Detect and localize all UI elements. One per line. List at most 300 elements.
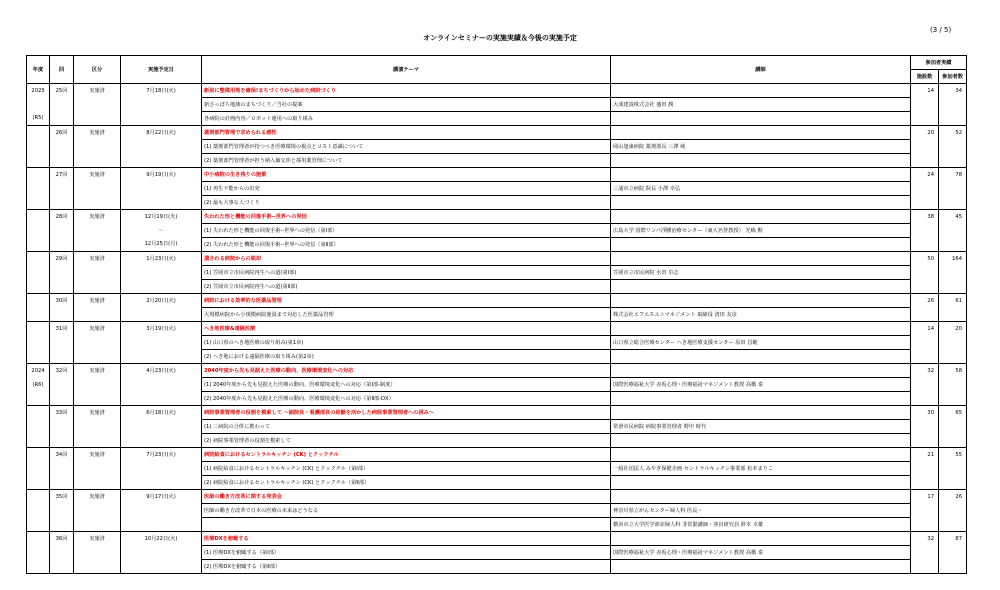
table-row [27,420,967,434]
table-row [27,364,967,378]
date-cell [121,196,202,210]
year-cell [27,448,50,462]
theme-cell: 医師の働き方改革で日本の医療の未来はどうなる [202,504,611,518]
theme-cell: (1) 三病院の合併に携わって [202,420,611,434]
date-cell [121,112,202,126]
people-cell [939,112,967,126]
facilities-cell: 32 [911,532,939,546]
theme-cell: (1) 失われた形と機能の回復手術--世界への発信（第Ⅰ部） [202,224,611,238]
table-row [27,350,967,364]
theme-cell: (2) 病院事業管理者の役割を模索して [202,434,611,448]
year-cell [27,406,50,420]
theme-cell: 中小病院の生き残りの施策 [202,168,611,182]
year-cell [27,98,50,112]
theme-cell: 2040年度から先も見据えた医療の動向、医療環境変化への対応 [202,364,611,378]
people-cell [939,196,967,210]
category-cell [74,98,121,112]
facilities-cell [911,154,939,168]
year-cell [27,420,50,434]
year-cell: 2023 [27,84,50,98]
year-cell: 2024 [27,364,50,378]
header-category: 区分 [74,56,121,84]
round-cell [50,476,74,490]
theme-cell: 薬剤部門管理で求められる感性 [202,126,611,140]
round-cell [50,504,74,518]
people-cell: 45 [939,210,967,224]
date-cell: 2月20日(火) [121,294,202,308]
table-row [27,266,967,280]
year-cell [27,490,50,504]
year-cell [27,140,50,154]
category-cell: 実施済 [74,168,121,182]
round-cell [50,112,74,126]
speaker-cell [611,280,911,294]
year-cell [27,350,50,364]
speaker-cell [611,112,911,126]
category-cell [74,462,121,476]
year-cell [27,546,50,560]
date-cell [121,392,202,406]
round-cell [50,266,74,280]
date-cell [121,280,202,294]
table-row [27,476,967,490]
page-number: (3 / 5) [930,26,952,34]
date-cell [121,462,202,476]
table-row [27,308,967,322]
category-cell [74,112,121,126]
facilities-cell [911,420,939,434]
seminar-table [26,55,967,574]
theme-cell: (1) 病院給食におけるセントラルキッチン (CK) とクックチル（第Ⅰ部） [202,462,611,476]
date-cell [121,378,202,392]
table-row [27,168,967,182]
people-cell: 26 [939,490,967,504]
date-cell: 7月18日(火) [121,84,202,98]
facilities-cell [911,546,939,560]
date-cell [121,336,202,350]
year-cell [27,196,50,210]
speaker-cell [611,350,911,364]
speaker-cell [611,560,911,574]
people-cell [939,98,967,112]
round-cell: 30回 [50,294,74,308]
round-cell [50,462,74,476]
date-cell [121,504,202,518]
people-cell: 65 [939,406,967,420]
theme-cell: (1) 2040年度から先も見据えた医療の動向、医療環境変化への対応（第Ⅰ部-制度） [202,378,611,392]
year-cell [27,392,50,406]
facilities-cell: 14 [911,322,939,336]
theme-cell: 新前に整備用地を確保!まちづくりから始めた病院づくり [202,84,611,98]
people-cell [939,224,967,238]
people-cell: 61 [939,294,967,308]
year-cell [27,560,50,574]
facilities-cell [911,350,939,364]
speaker-cell [611,322,911,336]
category-cell [74,392,121,406]
date-cell [121,98,202,112]
facilities-cell [911,392,939,406]
facilities-cell [911,476,939,490]
speaker-cell: 一般社団法人 みやぎ保健企画 セントラルキッチン事業部 松本まりこ [611,462,911,476]
theme-cell [202,518,611,532]
year-cell [27,252,50,266]
year-cell [27,322,50,336]
facilities-cell [911,98,939,112]
speaker-cell [611,126,911,140]
date-cell: 9月19日(火) [121,168,202,182]
date-cell [121,140,202,154]
category-cell: 実施済 [74,294,121,308]
speaker-cell [611,294,911,308]
speaker-cell [611,154,911,168]
date-cell: 7月23日(火) [121,448,202,462]
speaker-cell [611,490,911,504]
theme-cell: 大規模病院から小規模病院施設まで対応した医薬品管理 [202,308,611,322]
speaker-cell: 常滑市民病院 病院事業管理者 野中 時代 [611,420,911,434]
category-cell: 実施済 [74,448,121,462]
table-row [27,98,967,112]
round-cell [50,308,74,322]
theme-cell: 病院事業管理者の役割を模索して 〜副院長・看護部長の経験を活かした病院事業管理者への挑み〜 [202,406,611,420]
facilities-cell: 26 [911,294,939,308]
round-cell [50,154,74,168]
category-cell: 実施済 [74,252,121,266]
year-cell: (R6) [27,378,50,392]
facilities-cell: 30 [911,406,939,420]
facilities-cell [911,280,939,294]
theme-cell: 潰される病院からの脱却 [202,252,611,266]
facilities-cell [911,266,939,280]
speaker-cell [611,364,911,378]
round-cell [50,560,74,574]
speaker-cell: 山口県立総合医療センター へき地医療支援センター 原田 昌範 [611,336,911,350]
year-cell [27,126,50,140]
table-row [27,392,967,406]
year-cell [27,168,50,182]
table-row [27,322,967,336]
date-cell: 3月19日(火) [121,322,202,336]
round-cell: 29回 [50,252,74,266]
facilities-cell [911,434,939,448]
table-header [27,56,967,84]
date-cell: 〜 [121,224,202,238]
round-cell [50,392,74,406]
year-cell [27,154,50,168]
category-cell [74,196,121,210]
speaker-cell [611,392,911,406]
people-cell [939,140,967,154]
category-cell: 実施済 [74,84,121,98]
theme-cell: (2) 笠岡市立市民病院再生への道(第Ⅱ部) [202,280,611,294]
table-row [27,448,967,462]
people-cell: 52 [939,126,967,140]
theme-cell: (2) へき地における遠隔医療の取り組み(第2章) [202,350,611,364]
theme-cell: (1) 山口県のへき地医療の取り組み(第1章) [202,336,611,350]
date-cell [121,518,202,532]
category-cell [74,238,121,252]
category-cell [74,266,121,280]
speaker-cell: 笠岡市立市民病院 水田 卓志 [611,266,911,280]
people-cell [939,434,967,448]
speaker-cell: 横浜市立大学医学部産婦人科 非常勤講師・客員研究員 鈴木 幸雄 [611,518,911,532]
speaker-cell [611,238,911,252]
theme-cell: へき地医療&遠隔医療 [202,322,611,336]
category-cell [74,336,121,350]
people-cell [939,350,967,364]
theme-cell: (2) 医療DXを俯瞰する（第Ⅱ部） [202,560,611,574]
speaker-cell: 株式会社エフエスユニマネジメント 取締役 清田 友彦 [611,308,911,322]
facilities-cell [911,560,939,574]
table-row [27,504,967,518]
header-date: 実施予定日 [121,56,202,84]
table-row [27,238,967,252]
year-cell [27,280,50,294]
facilities-cell: 24 [911,168,939,182]
category-cell: 実施済 [74,126,121,140]
round-cell: 26回 [50,126,74,140]
people-cell [939,308,967,322]
speaker-cell [611,476,911,490]
speaker-cell [611,252,911,266]
theme-cell: 病院給食におけるセントラルキッチン (CK) とクックチル [202,448,611,462]
people-cell [939,238,967,252]
table-row [27,126,967,140]
speaker-cell [611,84,911,98]
theme-cell: (2) 最も大事な人づくり [202,196,611,210]
people-cell [939,504,967,518]
date-cell [121,182,202,196]
people-cell [939,546,967,560]
category-cell [74,546,121,560]
year-cell [27,308,50,322]
date-cell [121,476,202,490]
speaker-cell [611,196,911,210]
category-cell [74,420,121,434]
table-row [27,210,967,224]
theme-cell: (2) 病院給食におけるセントラルキッチン (CK) とクックチル（第Ⅱ部） [202,476,611,490]
theme-cell: (1) 笠岡市立市民病院再生への道(第Ⅰ部) [202,266,611,280]
category-cell [74,434,121,448]
year-cell [27,518,50,532]
people-cell [939,420,967,434]
people-cell [939,154,967,168]
header-round: 回 [50,56,74,84]
table-row [27,546,967,560]
people-cell [939,518,967,532]
speaker-cell [611,434,911,448]
theme-cell: (1) 医療DXを俯瞰する（第Ⅰ部） [202,546,611,560]
year-cell [27,266,50,280]
facilities-cell [911,224,939,238]
category-cell: 実施済 [74,490,121,504]
people-cell: 58 [939,364,967,378]
header-speaker: 講師 [611,56,911,84]
facilities-cell: 14 [911,84,939,98]
date-cell: 4月23日(火) [121,364,202,378]
facilities-cell: 32 [911,364,939,378]
facilities-cell [911,462,939,476]
table-row [27,294,967,308]
facilities-cell [911,308,939,322]
people-cell [939,378,967,392]
round-cell [50,280,74,294]
round-cell [50,182,74,196]
facilities-cell [911,336,939,350]
speaker-cell: 神奈川県立がんセンター婦人科 医長・ [611,504,911,518]
category-cell [74,154,121,168]
facilities-cell [911,378,939,392]
round-cell [50,140,74,154]
category-cell [74,560,121,574]
table-row [27,560,967,574]
round-cell: 34回 [50,448,74,462]
theme-cell: 新さっぽろ地域のまちづくり／当社の提案 [202,98,611,112]
facilities-cell: 21 [911,448,939,462]
people-cell [939,280,967,294]
speaker-cell [611,448,911,462]
table-row [27,140,967,154]
year-cell [27,238,50,252]
facilities-cell: 38 [911,210,939,224]
theme-cell: 医師の働き方改革に関する発表会 [202,490,611,504]
table-row [27,154,967,168]
round-cell [50,336,74,350]
date-cell: 12月25日(月) [121,238,202,252]
table-row [27,84,967,98]
date-cell: 9月17日(火) [121,490,202,504]
facilities-cell [911,112,939,126]
round-cell [50,98,74,112]
year-cell [27,336,50,350]
speaker-cell: 広島大学 国際リンパ浮腫治療センター（東大名誉教授） 光嶋 勲 [611,224,911,238]
table-row [27,252,967,266]
facilities-cell [911,182,939,196]
people-cell [939,336,967,350]
round-cell [50,238,74,252]
round-cell: 36回 [50,532,74,546]
round-cell: 35回 [50,490,74,504]
people-cell: 87 [939,532,967,546]
speaker-cell [611,532,911,546]
facilities-cell [911,238,939,252]
year-cell [27,210,50,224]
year-cell [27,476,50,490]
category-cell: 実施済 [74,322,121,336]
facilities-cell [911,518,939,532]
round-cell [50,420,74,434]
category-cell [74,280,121,294]
facilities-cell [911,504,939,518]
year-cell [27,434,50,448]
category-cell [74,518,121,532]
table-row [27,196,967,210]
theme-cell: (2) 2040年度から先も見据えた医療の動向、医療環境変化への対応（第Ⅱ部-DX） [202,392,611,406]
date-cell: 12月19日(火) [121,210,202,224]
round-cell [50,224,74,238]
category-cell: 実施済 [74,406,121,420]
round-cell [50,378,74,392]
header-facilities: 施設数 [911,70,939,84]
theme-cell: 失われた形と機能の回復手術--世界への発信 [202,210,611,224]
facilities-cell: 20 [911,126,939,140]
date-cell [121,420,202,434]
speaker-cell: 国際医療福祉大学 赤坂心理・医療福祉マネジメント教授 高橋 泰 [611,546,911,560]
people-cell [939,560,967,574]
category-cell [74,182,121,196]
round-cell: 25回 [50,84,74,98]
round-cell: 28回 [50,210,74,224]
date-cell: 10月22日(火) [121,532,202,546]
people-cell: 164 [939,252,967,266]
round-cell [50,546,74,560]
category-cell [74,308,121,322]
category-cell: 実施済 [74,364,121,378]
header-participants: 参加者実績 [911,56,967,70]
theme-cell: 医療DXを俯瞰する [202,532,611,546]
table-row [27,336,967,350]
people-cell [939,266,967,280]
speaker-cell: 国際医療福祉大学 赤坂心理・医療福祉マネジメント教授 高橋 泰 [611,378,911,392]
people-cell [939,462,967,476]
round-cell: 31回 [50,322,74,336]
table-row [27,224,967,238]
people-cell: 34 [939,84,967,98]
round-cell [50,518,74,532]
round-cell: 32回 [50,364,74,378]
people-cell [939,392,967,406]
facilities-cell: 17 [911,490,939,504]
round-cell [50,434,74,448]
year-cell [27,224,50,238]
people-cell: 55 [939,448,967,462]
category-cell [74,224,121,238]
table-body [27,84,967,574]
table-row [27,532,967,546]
year-cell [27,462,50,476]
theme-cell: (1) 再生不能からの出発 [202,182,611,196]
category-cell [74,350,121,364]
facilities-cell: 50 [911,252,939,266]
people-cell: 78 [939,168,967,182]
round-cell: 33回 [50,406,74,420]
year-cell [27,532,50,546]
theme-cell: 各病院の計画内容／ロボット運用への取り組み [202,112,611,126]
category-cell: 実施済 [74,532,121,546]
date-cell [121,560,202,574]
date-cell [121,350,202,364]
header-people: 参加者数 [939,70,967,84]
category-cell [74,504,121,518]
year-cell [27,504,50,518]
date-cell [121,308,202,322]
date-cell [121,266,202,280]
header-theme: 講演テーマ [202,56,611,84]
document-title: オンラインセミナーの実施実績＆今後の実施予定 [423,34,577,42]
theme-cell: (2) 薬剤部門管理者が担う納入価交渉と採用薬管理について [202,154,611,168]
round-cell: 27回 [50,168,74,182]
facilities-cell [911,140,939,154]
table-row [27,462,967,476]
speaker-cell [611,168,911,182]
facilities-cell [911,196,939,210]
speaker-cell [611,406,911,420]
date-cell [121,434,202,448]
speaker-cell: 岡山旭東病院 薬剤部長 三澤 純 [611,140,911,154]
table-row [27,378,967,392]
date-cell: 8月22日(火) [121,126,202,140]
theme-cell: (2) 失われた形と機能の回復手術--世界への発信（第Ⅱ部） [202,238,611,252]
